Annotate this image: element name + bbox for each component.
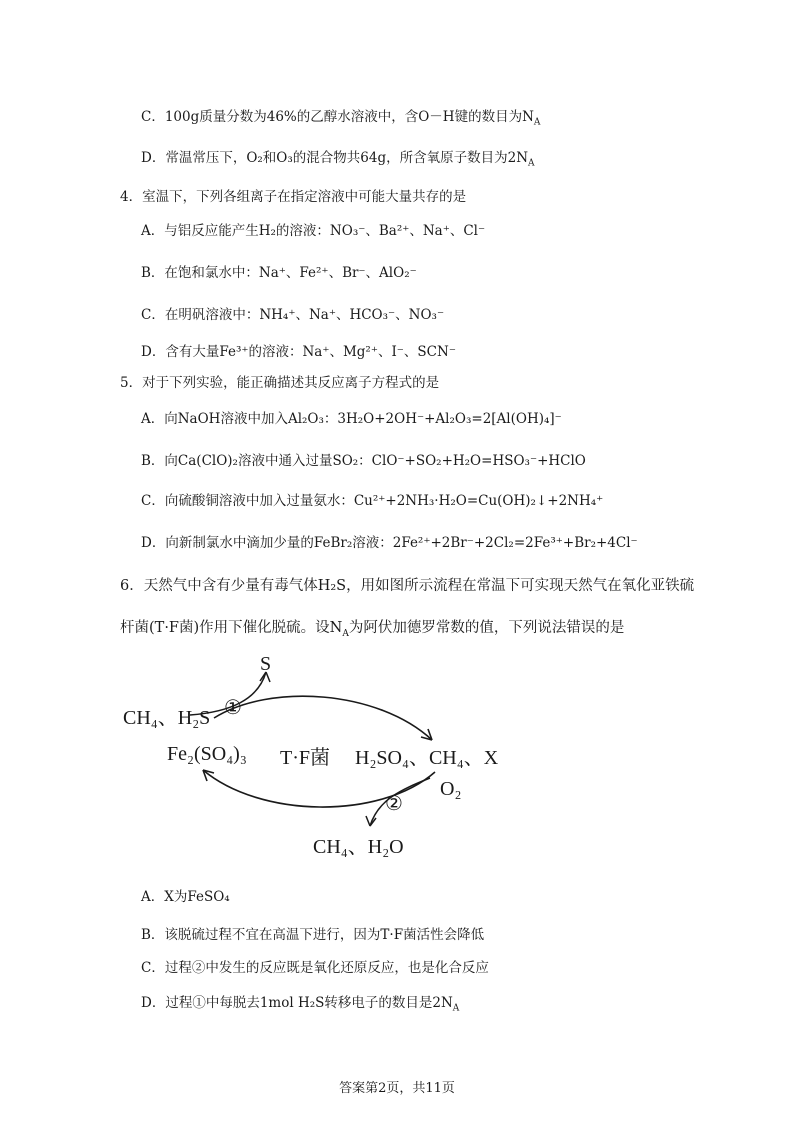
text-line-q3d: D．常温常压下，O₂和O₃的混合物共64g，所含氧原子数目为$2N_A$ <box>141 150 535 169</box>
page-footer: 答案第2页，共11页 <box>339 1081 455 1096</box>
text-line-q6a: 6．天然气中含有少量有毒气体H₂S，用如图所示流程在常温下可实现天然气在氧化亚铁硫 <box>120 578 695 594</box>
s-arrowhead-icon <box>260 672 270 682</box>
text-line-q5: 5．对于下列实验，能正确描述其反应离子方程式的是 <box>120 375 440 391</box>
text-line-q6ob: B．该脱硫过程不宜在高温下进行，因为T·F菌活性会降低 <box>141 927 485 943</box>
s-label: S <box>260 653 272 675</box>
text-line-q4a: A．与铝反应能产生H₂的溶液：NO₃⁻、Ba²⁺、Na⁺、Cl⁻ <box>141 223 486 239</box>
lower-arrowhead-icon <box>203 770 214 781</box>
product-label: H₂SO₄、CH₄、X <box>355 747 499 769</box>
water-arrowhead-icon <box>366 816 376 826</box>
text-line-q4b: B．在饱和氯水中：Na⁺、Fe²⁺、Br⁻、AlO₂⁻ <box>141 265 417 281</box>
text-line-q5d: D．向新制氯水中滴加少量的FeBr₂溶液：2Fe²⁺+2Br⁻+2Cl₂=2Fe³⁺+Br₂+4Cl⁻ <box>141 535 638 551</box>
text-line-q5a: A．向NaOH溶液中加入Al₂O₃：3H₂O+2OH⁻+Al₂O₃=2[Al(OH)₄]⁻ <box>141 411 562 427</box>
text-line-q4c: C．在明矾溶液中：NH₄⁺、Na⁺、HCO₃⁻、NO₃⁻ <box>141 307 445 323</box>
text-line-q5c: C．向硫酸铜溶液中加入过量氨水：Cu²⁺+2NH₃·H₂O=Cu(OH)₂↓+2NH₄⁺ <box>141 493 604 509</box>
fe-sulfate-label: Fe₂(SO₄)₃ <box>167 743 247 765</box>
text-line-q6od: D．过程①中每脱去1mol H₂S转移电子的数目是$2N_A$ <box>141 995 460 1014</box>
lower-arc-arrow <box>203 770 435 807</box>
upper-arrowhead-icon <box>421 729 432 740</box>
step1-label: ① <box>224 697 242 719</box>
upper-arc-arrow <box>214 696 432 740</box>
text-line-q3c: C．100g质量分数为46%的乙醇水溶液中，含O－H键的数目为$N_A$ <box>141 109 541 128</box>
step2-label: ② <box>385 793 403 815</box>
text-line-q6oc: C．过程②中发生的反应既是氧化还原反应，也是化合反应 <box>141 960 489 976</box>
s-branch-arrow <box>190 672 266 715</box>
bacteria-label: T·F菌 <box>280 747 330 769</box>
text-line-q4: 4．室温下，下列各组离子在指定溶液中可能大量共存的是 <box>120 189 467 205</box>
text-line-q6oa: A．X为FeSO₄ <box>141 889 230 905</box>
water-branch-arrow <box>370 778 430 826</box>
bottom-product-label: CH₄、H₂O <box>313 836 404 858</box>
text-line-q4d: D．含有大量Fe³⁺的溶液：Na⁺、Mg²⁺、I⁻、SCN⁻ <box>141 344 456 360</box>
text-line-q5b: B．向Ca(ClO)₂溶液中通入过量SO₂：ClO⁻+SO₂+H₂O=HSO₃⁻+HClO <box>141 453 586 469</box>
text-line-q6b: 杆菌(T·F菌)作用下催化脱硫。设$N_A$为阿伏加德罗常数的值，下列说法错误的是 <box>120 620 625 639</box>
reactant-label: CH₄、H₂S <box>123 707 211 729</box>
o2-label: O₂ <box>440 778 462 800</box>
